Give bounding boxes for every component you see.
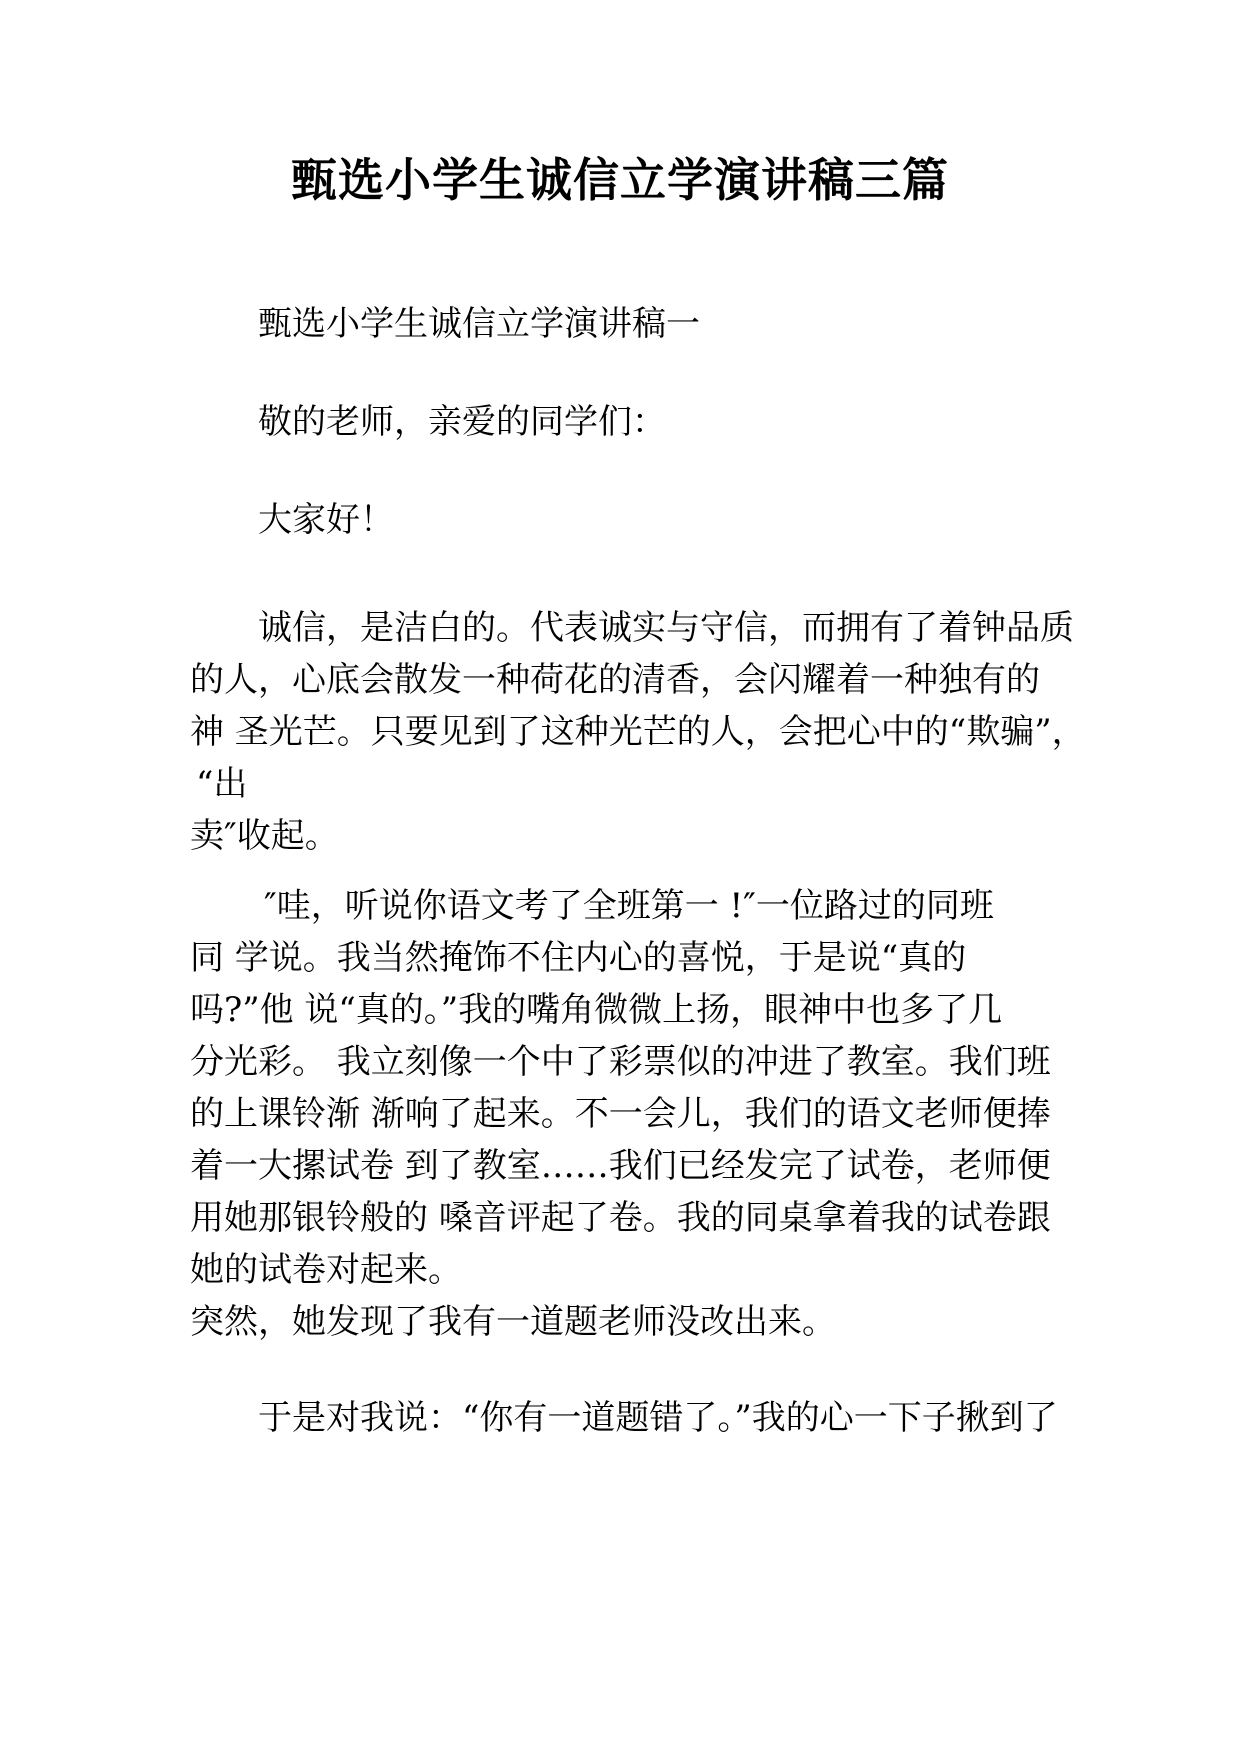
paragraph-3-line: 于是对我说：“你有一道题错了。”我的心一下子揪到了 <box>258 1398 1058 1438</box>
salutation-text: 敬的老师，亲爱的同学们： <box>258 402 666 442</box>
paragraph-2 <box>190 880 1070 1348</box>
paragraph-2-line: 吗?”他 说“真的。”我的嘴角微微上扬，眼神中也多了几 <box>190 990 1003 1030</box>
paragraph-3 <box>190 1392 1070 1444</box>
greeting <box>190 494 1070 546</box>
paragraph-1-line: 的人，心底会散发一种荷花的清香，会闪耀着一种独有的 <box>190 660 1040 700</box>
paragraph-2-line: 她的试卷对起来。 <box>190 1250 462 1290</box>
paragraph-2-line: 分光彩。 我立刻像一个中了彩票似的冲进了教室。我们班 <box>190 1042 1051 1082</box>
paragraph-2-line: 着一大摞试卷 到了教室……我们已经发完了试卷，老师便 <box>190 1146 1051 1186</box>
greeting-text: 大家好！ <box>258 500 394 540</box>
section-heading <box>190 298 1070 350</box>
paragraph-1 <box>190 602 1086 862</box>
paragraph-2-line: 同 学说。我当然掩饰不住内心的喜悦，于是说“真的 <box>190 938 967 978</box>
salutation <box>190 396 1070 448</box>
paragraph-1-line: “出 <box>196 764 248 804</box>
paragraph-1-line: 神 圣光芒。只要见到了这种光芒的人，会把心中的“欺骗”， <box>190 712 1086 752</box>
paragraph-2-line: 用她那银铃般的 嗓音评起了卷。我的同桌拿着我的试卷跟 <box>190 1198 1051 1238</box>
section-heading-text: 甄选小学生诚信立学演讲稿一 <box>258 304 700 344</box>
paragraph-2-line: ″哇，听说你语文考了全班第一 !″一位路过的同班 <box>264 886 994 926</box>
document-title: 甄选小学生诚信立学演讲稿三篇 <box>291 153 949 207</box>
paragraph-1-line: 卖″收起。 <box>190 816 339 856</box>
paragraph-1-line: 诚信，是洁白的。代表诚实与守信，而拥有了着钟品质 <box>258 608 1074 648</box>
paragraph-2-line: 的上课铃渐 渐响了起来。不一会儿，我们的语文老师便捧 <box>190 1094 1051 1134</box>
paragraph-2-line: 突然，她发现了我有一道题老师没改出来。 <box>190 1302 836 1342</box>
